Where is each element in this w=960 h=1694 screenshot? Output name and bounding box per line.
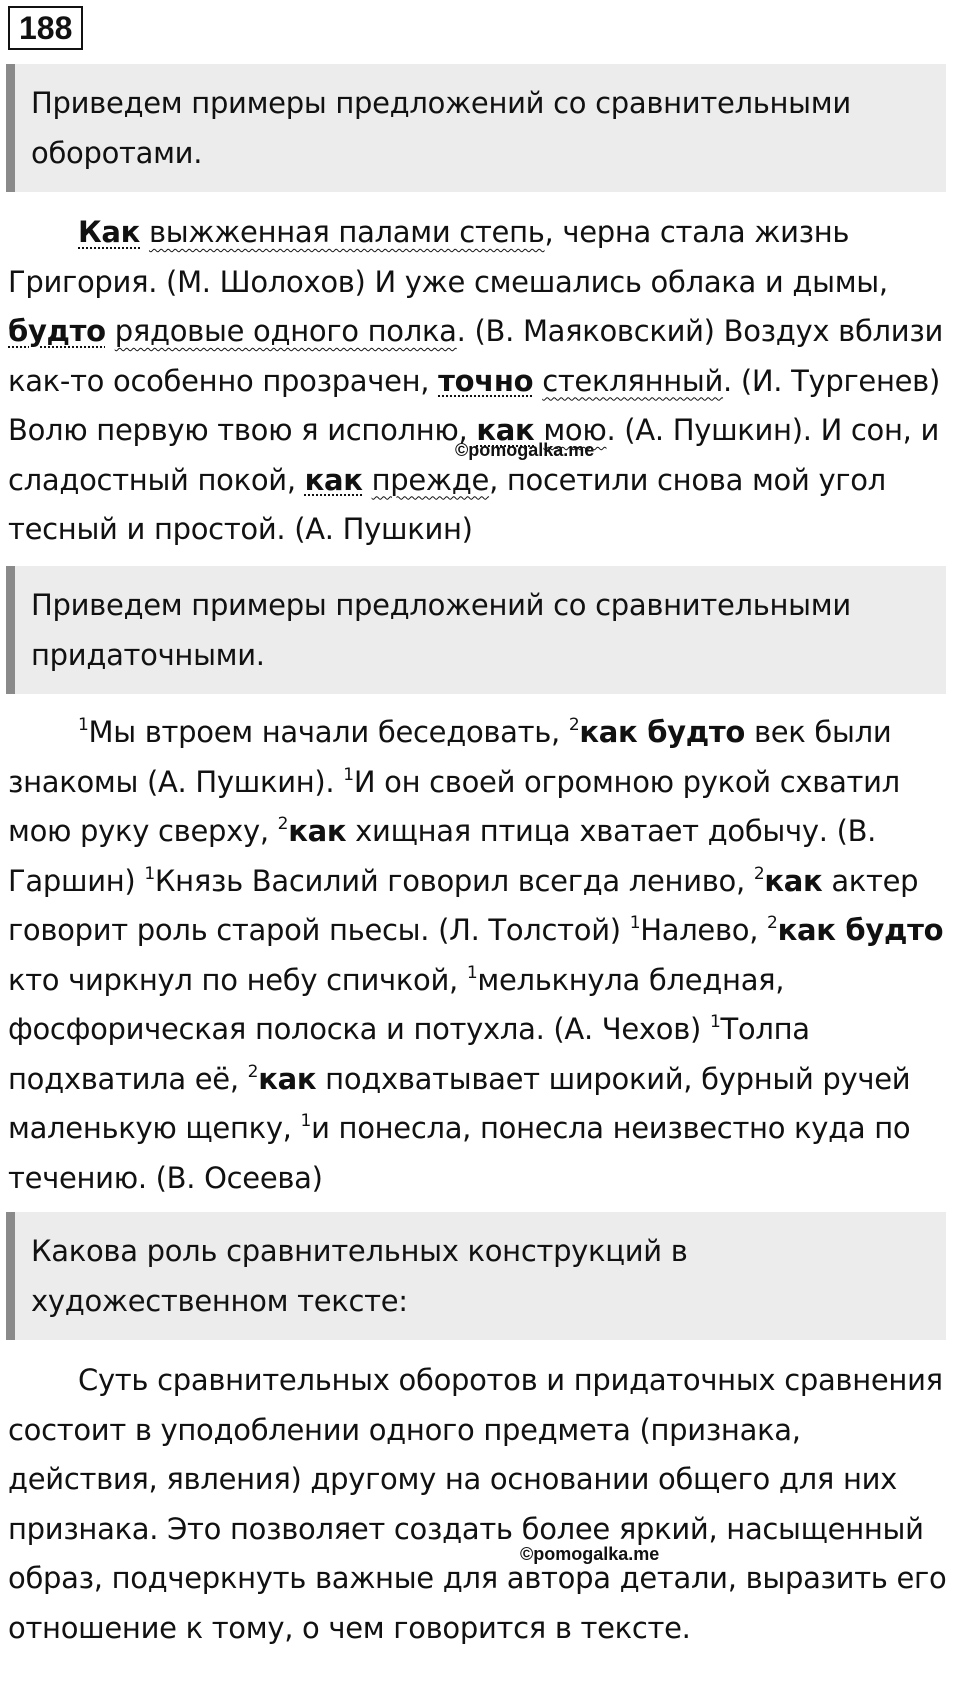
exercise-number: 188 [8,6,83,50]
explanation-text: Суть сравнительных оборотов и придаточных сравнения состоит в уподоблении одного предмета (признака, действия, явления) другому на основании общего для них признака. Это позволяет создать более яркий, насыщенный образ, подчеркнуть важные для автора детали, выразить его отношение к тому, о чем говорится в тексте. [8,1363,947,1645]
clause-text: подхватывает широкий, бурный ручей маленькую щепку, [8,1061,911,1145]
clause-number: 2 [568,715,580,735]
clause-number: 1 [144,863,155,884]
clause-number: 2 [767,913,778,933]
clause-text: Князь Василий говорил всегда лениво, [154,863,754,898]
answer-paragraph-2 [8,708,958,1203]
task-heading-3 [6,1212,946,1340]
clause-text: Мы втроем начали беседовать, [88,715,569,749]
clause-number: 1 [466,962,478,983]
task-heading-2 [6,566,946,694]
conjunction: как [288,814,347,848]
comparison-phrase: выжженная палами степь [148,215,545,249]
clause-text: хищная птица хватает добычу. (В. Гаршин) [8,814,877,898]
conjunction: как [258,1061,317,1096]
sentence-text: , черна стала жизнь Григория. (М. Шолохов) И уже смешались облака и дымы, [8,215,888,299]
conjunction: Как [78,215,141,249]
clause-text: кто чиркнул по небу спичкой, [8,962,467,997]
sentence-text: . (И. Тургенев) Волю первую твою я исполню, [8,363,940,447]
conjunction: как [476,413,535,447]
clause-number: 2 [277,814,289,834]
answer-paragraph-1 [8,208,958,555]
sentence-text: . (А. Пушкин). И сон, и сладостный покой, [8,413,940,497]
clause-text: И он своей огромною рукой схватил мою руку сверху, [8,764,900,848]
conjunction: как [764,863,823,898]
conjunction: как [304,462,363,497]
comparison-phrase: мою [543,413,607,447]
sentence-text: . (В. Маяковский) Воздух вблизи как-то особенно прозрачен, [8,314,943,398]
comparison-phrase: стеклянный [542,363,724,398]
comparison-phrase: рядовые одного полка [114,314,457,348]
watermark: ©pomogalka.me [520,1544,660,1564]
answer-paragraph-3 [8,1356,958,1653]
conjunction: как будто [777,913,944,947]
sentence-text: , посетили снова мой угол тесный и простой. (А. Пушкин) [8,462,886,546]
clause-number: 1 [343,764,354,785]
clause-text: мелькнула бледная, фосфорическая полоска и потухла. (А. Чехов) [8,962,785,1046]
clause-text: век были знакомы (А. Пушкин). [8,715,892,799]
task-heading-1-text: Приведем примеры предложений со сравнительными оборотами. [31,86,851,170]
clause-text: и понесла, понесла неизвестно куда по течению. (В. Осеева) [8,1111,911,1195]
task-heading-3-text: Какова роль сравнительных конструкций в художественном тексте: [31,1234,688,1318]
clause-number: 2 [753,863,765,884]
task-heading-1 [6,64,946,192]
task-heading-2-text: Приведем примеры предложений со сравнительными придаточными. [31,588,851,672]
conjunction: как будто [579,715,746,749]
clause-text: Толпа подхватила её, [8,1012,810,1096]
clause-number: 1 [78,715,89,735]
clause-number: 1 [300,1111,312,1131]
conjunction: будто [8,314,106,348]
clause-number: 2 [247,1061,259,1082]
comparison-phrase: прежде [371,462,490,497]
watermark: ©pomogalka.me [455,440,595,460]
clause-number: 1 [709,1012,721,1032]
clause-text: актер говорит роль старой пьесы. (Л. Толстой) [8,863,919,947]
clause-number: 1 [629,913,641,933]
conjunction: точно [438,363,534,398]
clause-text: Налево, [640,913,768,947]
